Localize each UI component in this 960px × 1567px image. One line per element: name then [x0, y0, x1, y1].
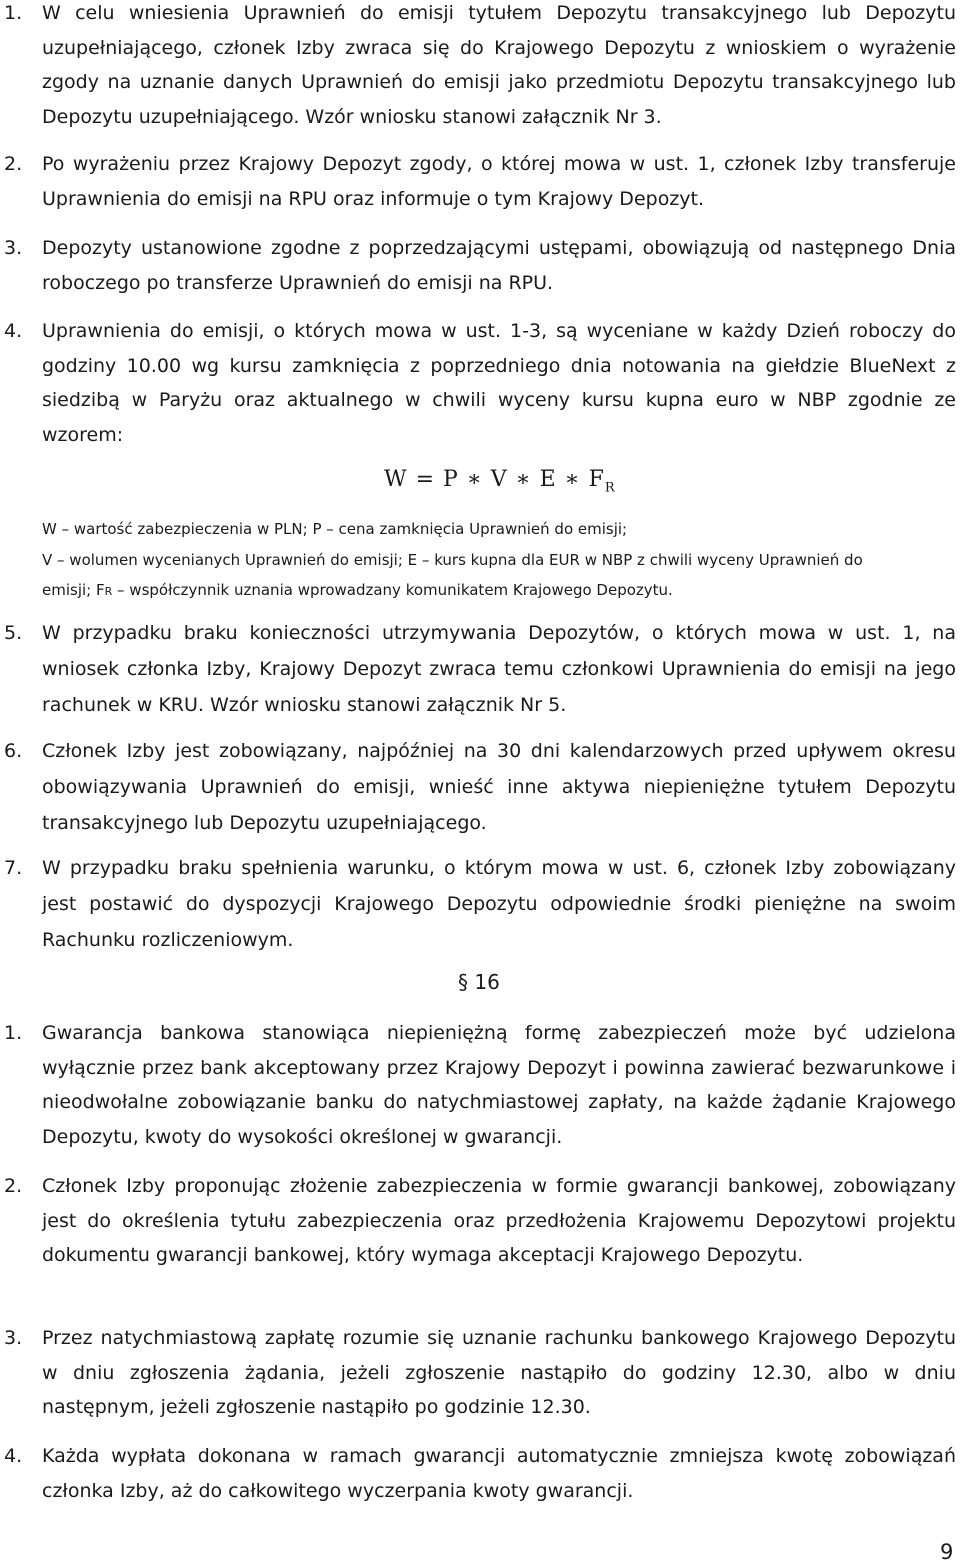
paragraph-text: Gwarancja bankowa stanowiąca niepieniężną formę zabezpieczeń może być udzielona wyłącznie przez bank akceptowany przez Krajowy Depozyt i powinna zawierać bezwarunkowe i nieodwołalne zobowiązanie banku do natychmiastowej zapłaty, na każde żądanie Krajowego Depozytu, kwoty do wysokości określonej w gwarancji. — [42, 1022, 956, 1148]
formula-legend-line-2: V – wolumen wycenianych Uprawnień do emisji; E – kurs kupna dla EUR w NBP z chwili wyceny Uprawnień do — [42, 551, 863, 569]
paragraph-number: 7. — [4, 857, 23, 879]
paragraph-7 — [4, 850, 956, 958]
paragraph-number: 2. — [4, 1175, 23, 1197]
paragraph-text: W celu wniesienia Uprawnień do emisji tytułem Depozytu transakcyjnego lub Depozytu uzupełniającego, członek Izby zwraca się do Krajowego Depozytu z wnioskiem o wyrażenie zgody na uznanie danych Uprawnień do emisji jako przedmiotu Depozytu transakcyjnego lub Depozytu uzupełniającego. Wzór wniosku stanowi załącznik Nr 3. — [42, 2, 956, 128]
paragraph-text: Po wyrażeniu przez Krajowy Depozyt zgody, o której mowa w ust. 1, członek Izby transferuje Uprawnienia do emisji na RPU oraz informuje o tym Krajowy Depozyt. — [42, 153, 956, 210]
paragraph-number: 4. — [4, 1445, 23, 1467]
paragraph-text: Uprawnienia do emisji, o których mowa w ust. 1-3, są wyceniane w każdy Dzień roboczy do godziny 10.00 wg kursu zamknięcia z poprzedniego dnia notowania na giełdzie BlueNext z siedzibą w Paryżu oraz aktualnego w chwili wyceny kursu kupna euro w NBP zgodnie ze wzorem: — [42, 320, 956, 446]
formula-legend-line-1: W – wartość zabezpieczenia w PLN; P – cena zamknięcia Uprawnień do emisji; — [42, 520, 628, 538]
section16-paragraph-4 — [4, 1439, 956, 1508]
paragraph-6 — [4, 733, 956, 841]
paragraph-number: 6. — [4, 740, 23, 762]
paragraph-number: 1. — [4, 1022, 23, 1044]
paragraph-text: W przypadku braku konieczności utrzymywania Depozytów, o których mowa w ust. 1, na wniosek członka Izby, Krajowy Depozyt zwraca temu członkowi Uprawnienia do emisji na jego rachunek w KRU. Wzór wniosku stanowi załącznik Nr 5. — [42, 622, 956, 716]
paragraph-number: 2. — [4, 153, 23, 175]
section16-paragraph-2 — [4, 1169, 956, 1273]
legend-subscript: R — [104, 585, 113, 598]
paragraph-text: Każda wypłata dokonana w ramach gwarancji automatycznie zmniejsza kwotę zobowiązań członka Izby, aż do całkowitego wyczerpania kwoty gwarancji. — [42, 1445, 956, 1502]
formula-subscript: R — [604, 480, 616, 496]
paragraph-text: Członek Izby proponując złożenie zabezpieczenia w formie gwarancji bankowej, zobowiązany jest do określenia tytułu zabezpieczenia oraz przedłożenia Krajowemu Depozytowi projektu dokumentu gwarancji bankowej, który wymaga akceptacji Krajowego Depozytu. — [42, 1175, 956, 1266]
legend-text: emisji; F — [42, 581, 105, 599]
paragraph-text: Przez natychmiastową zapłatę rozumie się uznanie rachunku bankowego Krajowego Depozytu w dniu zgłoszenia żądania, jeżeli zgłoszenie nastąpiło do godziny 12.30, albo w dniu następnym, jeżeli zgłoszenie nastąpiło po godzinie 12.30. — [42, 1327, 956, 1418]
paragraph-5 — [4, 615, 956, 723]
paragraph-3 — [4, 231, 956, 300]
paragraph-text: Członek Izby jest zobowiązany, najpóźniej na 30 dni kalendarzowych przed upływem okresu obowiązywania Uprawnień do emisji, wnieść inne aktywa niepieniężne tytułem Depozytu transakcyjnego lub Depozytu uzupełniającego. — [42, 740, 956, 834]
paragraph-number: 1. — [4, 2, 23, 24]
paragraph-number: 5. — [4, 622, 23, 644]
paragraph-number: 3. — [4, 237, 23, 259]
section-heading: § 16 — [458, 970, 500, 994]
paragraph-text: Depozyty ustanowione zgodne z poprzedzającymi ustępami, obowiązują od następnego Dnia roboczego po transferze Uprawnień do emisji na RPU. — [42, 237, 956, 294]
paragraph-2 — [4, 147, 956, 216]
paragraph-number: 3. — [4, 1327, 23, 1349]
formula-main: W = P ∗ V ∗ E ∗ F — [384, 467, 605, 492]
formula-legend-line-3 — [42, 575, 954, 607]
paragraph-1 — [4, 0, 956, 134]
valuation-formula — [384, 467, 616, 495]
section16-paragraph-3 — [4, 1321, 956, 1425]
paragraph-4 — [4, 314, 956, 452]
section16-paragraph-1 — [4, 1016, 956, 1154]
paragraph-text: W przypadku braku spełnienia warunku, o którym mowa w ust. 6, członek Izby zobowiązany jest postawić do dyspozycji Krajowego Depozytu odpowiednie środki pieniężne na swoim Rachunku rozliczeniowym. — [42, 857, 956, 951]
paragraph-number: 4. — [4, 320, 23, 342]
legend-text: – współczynnik uznania wprowadzany komunikatem Krajowego Depozytu. — [112, 581, 673, 599]
page-number: 9 — [940, 1540, 954, 1564]
